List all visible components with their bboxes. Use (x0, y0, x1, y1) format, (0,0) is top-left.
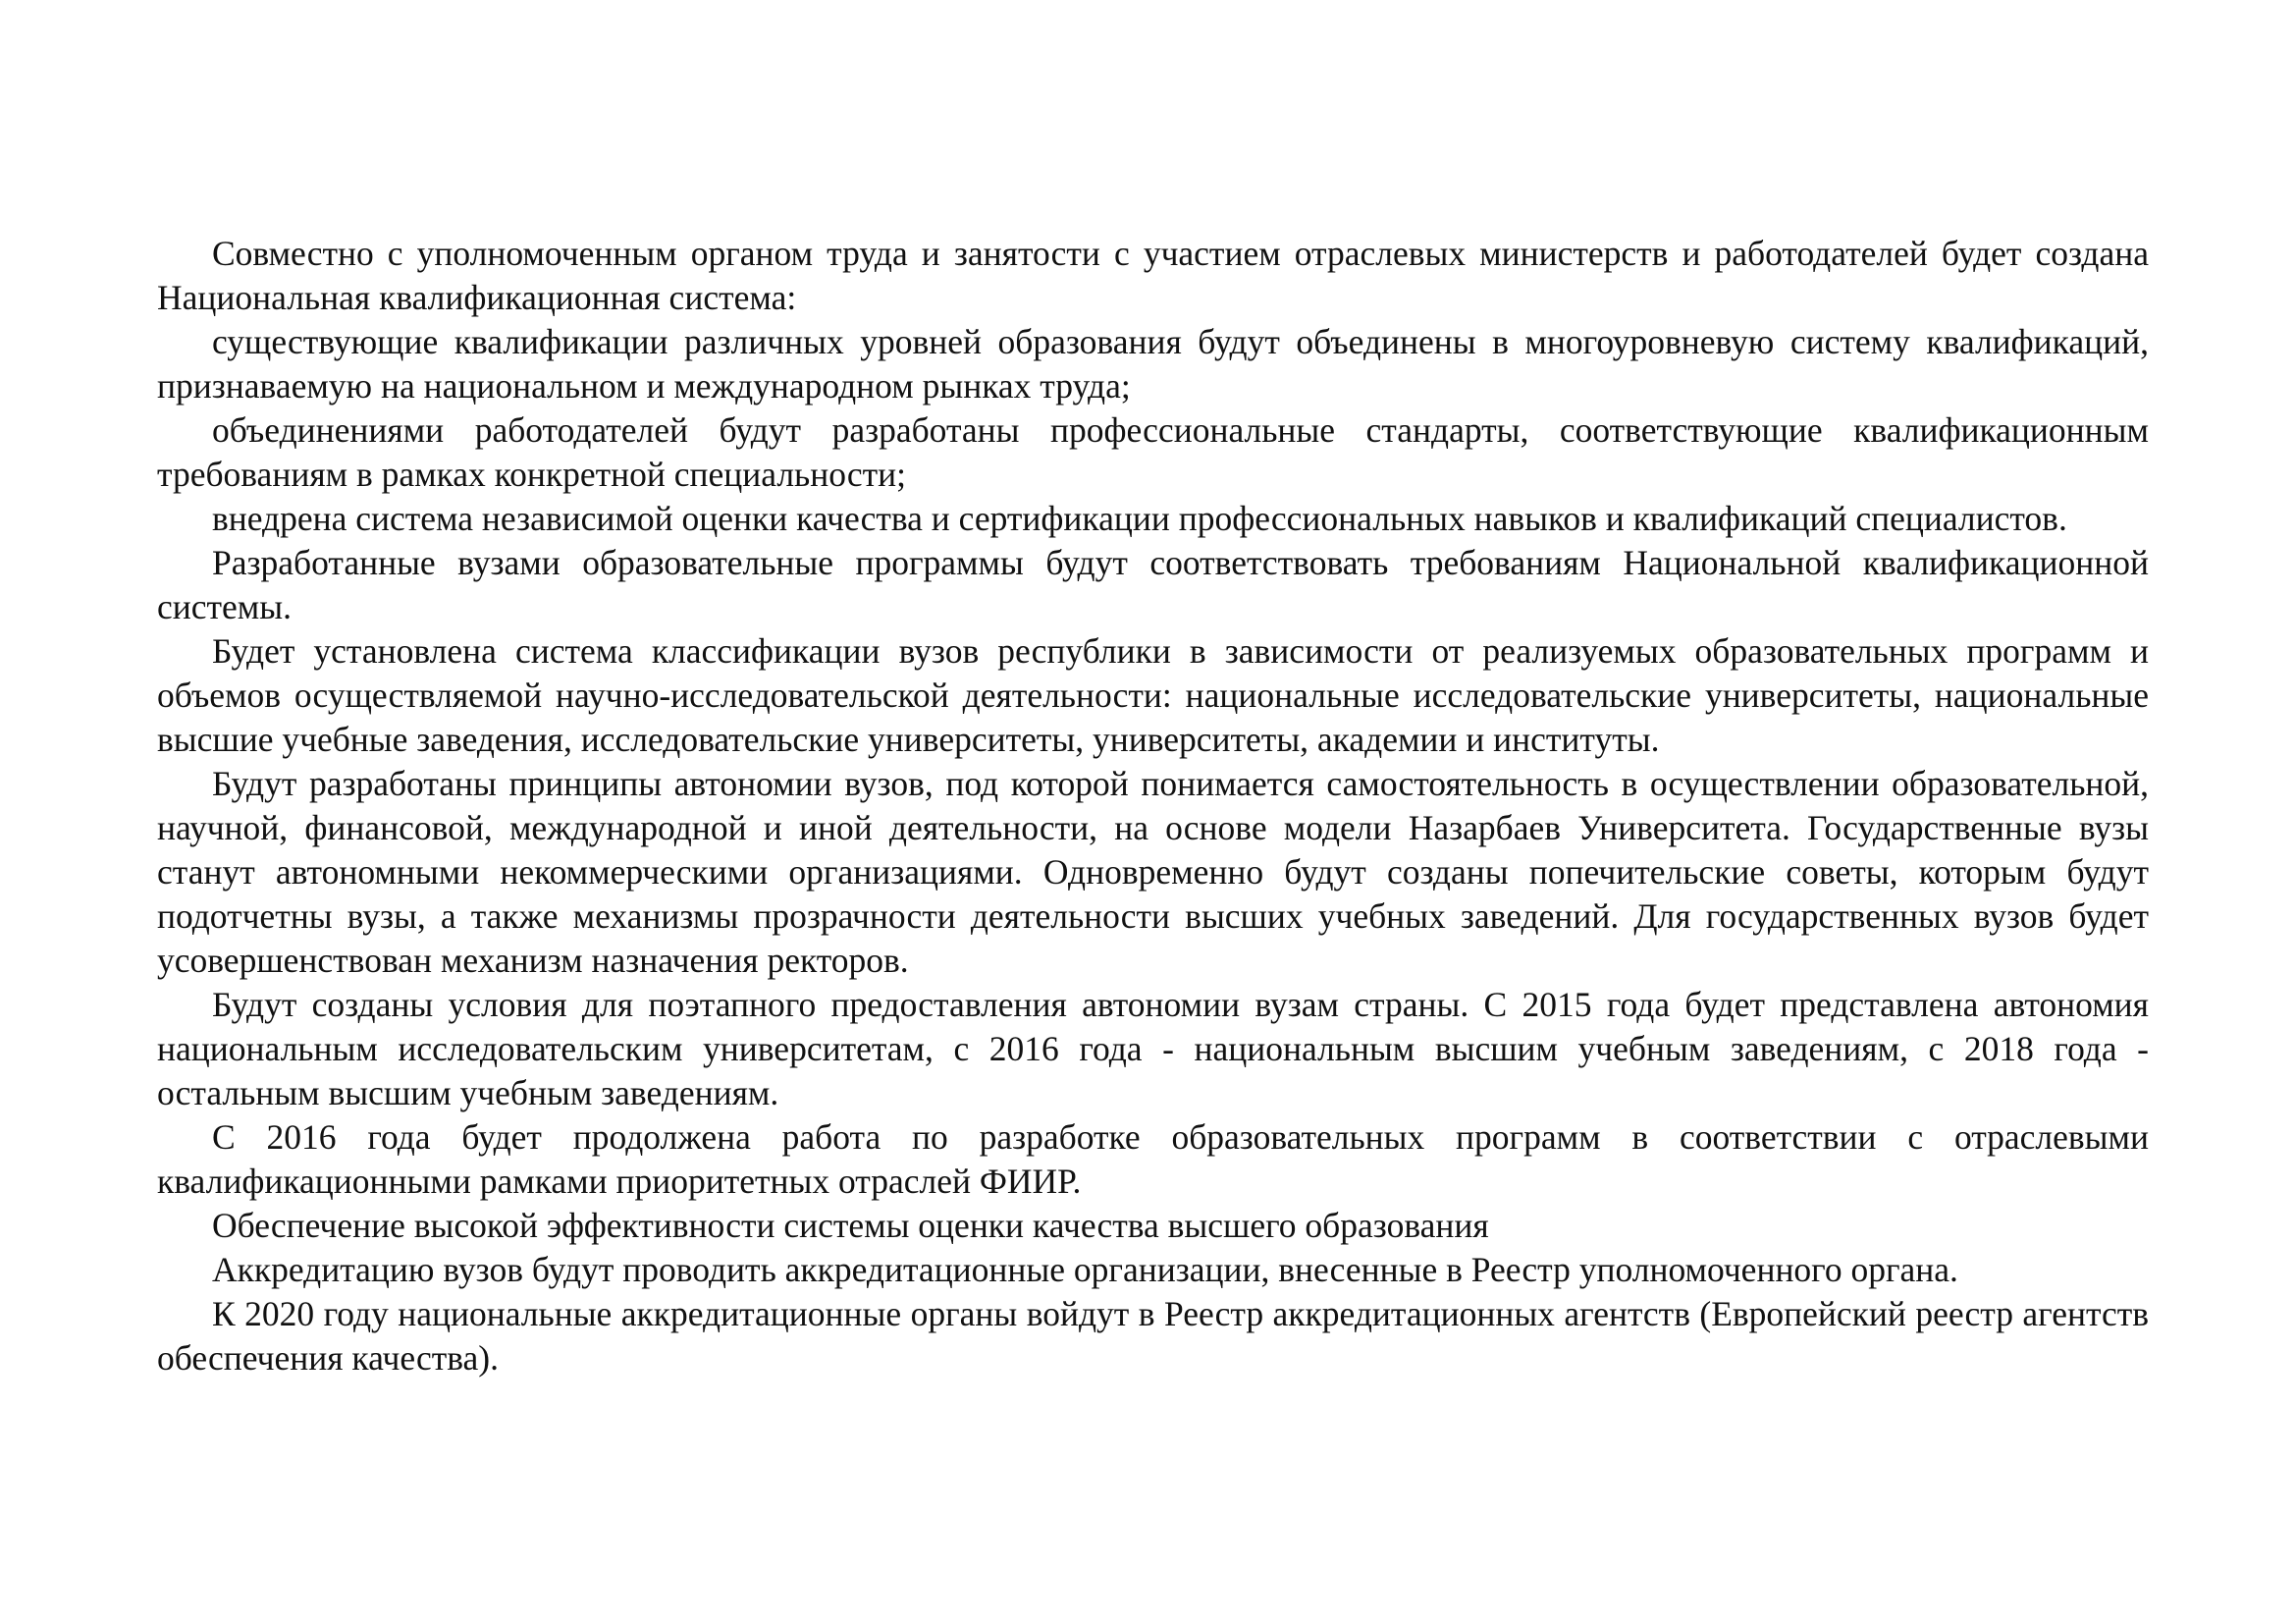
paragraph-3: объединениями работодателей будут разработаны профессиональные стандарты, соответствующие квалификационным требованиям в рамках конкретной специальности; (157, 410, 2149, 494)
paragraph-6: Будет установлена система классификации вузов республики в зависимости от реализуемых образовательных программ и объемов осуществляемой научно-исследовательской деятельности: национальные исследовательские университеты, национальные высшие учебные заведения, исследовательские университеты, университеты, академии и институты. (157, 631, 2149, 759)
paragraph-10: Обеспечение высокой эффективности системы оценки качества высшего образования (212, 1206, 1489, 1245)
paragraph-11: Аккредитацию вузов будут проводить аккредитационные организации, внесенные в Реестр уполномоченного органа. (212, 1250, 1958, 1289)
paragraph-4: внедрена система независимой оценки качества и сертификации профессиональных навыков и квалификаций специалистов. (212, 499, 2067, 538)
paragraph-7: Будут разработаны принципы автономии вузов, под которой понимается самостоятельность в осуществлении образовательной, научной, финансовой, международной и иной деятельности, на основе модели Назарбаев Университета. Государственные вузы станут автономными некоммерческими организациями. Одновременно будут созданы попечительские советы, которым будут подотчетны вузы, а также механизмы прозрачности деятельности высших учебных заведений. Для государственных вузов будет усовершенствован механизм назначения ректоров. (157, 764, 2149, 980)
paragraph-8: Будут созданы условия для поэтапного предоставления автономии вузам страны. С 2015 года будет представлена автономия национальным исследовательским университетам, с 2016 года - национальным высшим учебным заведениям, с 2018 года - остальным высшим учебным заведениям. (157, 985, 2149, 1112)
paragraph-1: Совместно с уполномоченным органом труда и занятости с участием отраслевых министерств и работодателей будет создана Национальная квалификационная система: (157, 234, 2149, 317)
paragraph-2: существующие квалификации различных уровней образования будут объединены в многоуровневую систему квалификаций, признаваемую на национальном и международном рынках труда; (157, 322, 2149, 406)
document-body (157, 232, 2149, 1380)
paragraph-5: Разработанные вузами образовательные программы будут соответствовать требованиям Национальной квалификационной системы. (157, 543, 2149, 626)
paragraph-9: С 2016 года будет продолжена работа по разработке образовательных программ в соответствии с отраслевыми квалификационными рамками приоритетных отраслей ФИИР. (157, 1117, 2149, 1201)
paragraph-12: К 2020 году национальные аккредитационные органы войдут в Реестр аккредитационных агентств (Европейский реестр агентств обеспечения качества). (157, 1294, 2149, 1378)
